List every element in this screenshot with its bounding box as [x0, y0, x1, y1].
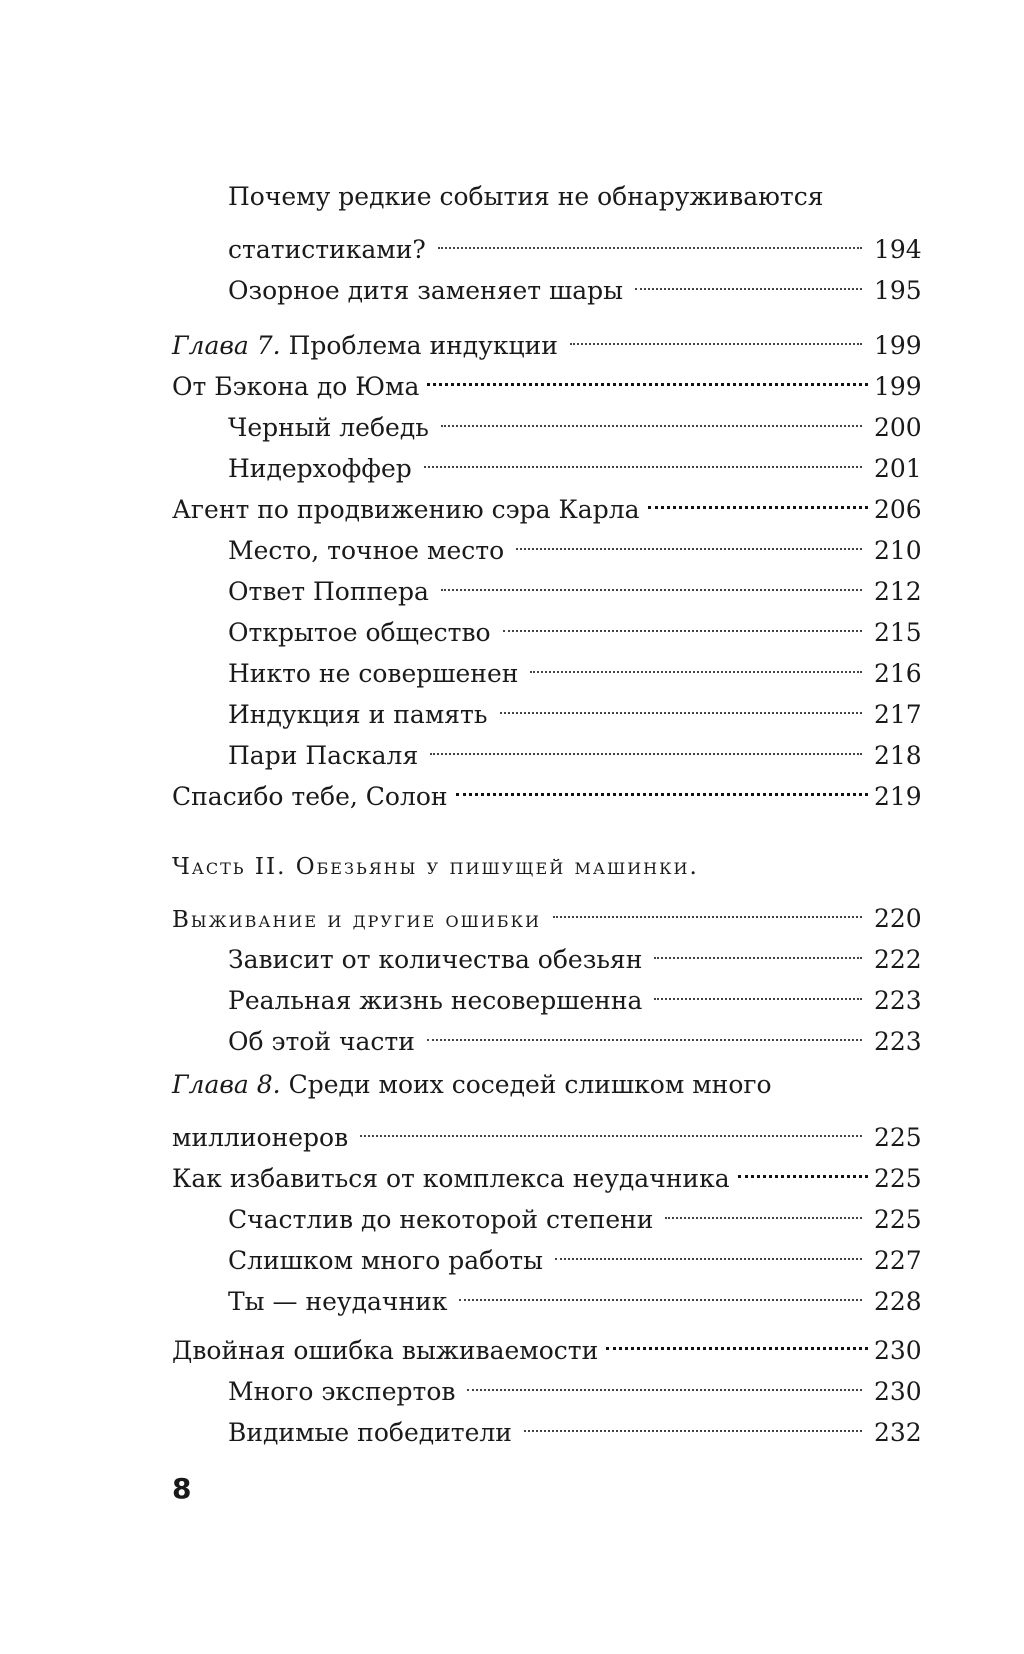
chapter-label: Глава 8. [172, 1070, 281, 1099]
leader-dots [654, 968, 862, 1009]
toc-entry-title: Счастлив до некоторой степени [228, 1205, 654, 1234]
toc-page-number: 212 [874, 577, 922, 606]
toc-entry-title: Зависит от количества обезьян [228, 945, 643, 974]
toc-part-2 [172, 845, 918, 886]
leader-dots [427, 354, 868, 395]
toc-page-number: 225 [874, 1164, 922, 1193]
leader-dots [738, 1146, 868, 1187]
toc-chapter-8 [172, 1064, 918, 1105]
leader-dots [424, 436, 862, 477]
leader-dots [438, 217, 862, 258]
toc-section-title: Как избавиться от комплекса неудачника [172, 1164, 730, 1193]
leader-dots [654, 927, 862, 968]
toc-entry-title: Ты — неудачник [228, 1287, 448, 1316]
leader-dots [441, 559, 862, 600]
chapter-name: Среди моих соседей слишком много [288, 1070, 772, 1099]
toc-entry-title: Почему редкие события не обнаруживаются [228, 182, 824, 211]
leader-dots [459, 1269, 862, 1310]
leader-dots [665, 1187, 862, 1228]
leader-dots [524, 1400, 862, 1441]
toc-page-number: 199 [874, 372, 922, 401]
toc-page-number: 210 [874, 536, 922, 565]
toc-entry-title: статистиками? [228, 235, 426, 264]
toc-page-number: 201 [874, 454, 922, 483]
toc-page-number: 195 [874, 276, 922, 305]
toc-page-number: 194 [874, 235, 922, 264]
chapter-label: Глава 7. [172, 331, 281, 360]
toc-entry-title: Об этой части [228, 1027, 415, 1056]
toc-part-title: Часть II. Обезьяны у пишущей машинки. [172, 854, 699, 880]
toc-page-number: 227 [874, 1246, 922, 1275]
toc-entry-title: Индукция и память [228, 700, 488, 729]
toc-entry-title: Ответ Поппера [228, 577, 429, 606]
toc-page-number: 219 [874, 782, 922, 811]
toc-entry-title: Пари Паскаля [228, 741, 419, 770]
leader-dots [360, 1105, 862, 1146]
toc-page-number: 206 [874, 495, 922, 524]
leader-dots [635, 258, 862, 299]
leader-dots [553, 886, 862, 927]
toc-section-title: Агент по продвижению сэра Карла [172, 495, 640, 524]
toc-entry-title: Открытое общество [228, 618, 491, 647]
toc-entry-title: Место, точное место [228, 536, 505, 565]
leader-dots [606, 1318, 868, 1359]
leader-dots [648, 477, 868, 518]
toc-page-number: 200 [874, 413, 922, 442]
toc-section-title: Спасибо тебе, Солон [172, 782, 448, 811]
leader-dots [500, 682, 863, 723]
leader-dots [570, 313, 862, 354]
toc-part-2-cont [172, 886, 922, 933]
leader-dots [467, 1359, 862, 1400]
leader-dots [555, 1228, 862, 1269]
toc-section-title: Двойная ошибка выживаемости [172, 1336, 599, 1365]
toc-chapter-title [172, 1070, 772, 1099]
leader-dots [503, 600, 862, 641]
toc-entry-title: Озорное дитя заменяет шары [228, 276, 624, 305]
toc-page-number: 225 [874, 1123, 922, 1152]
toc-entry-title: Нидерхоффер [228, 454, 412, 483]
leader-dots [530, 641, 862, 682]
toc-part-title: Выживание и другие ошибки [172, 907, 541, 933]
leader-dots [456, 764, 868, 805]
toc-page-number: 225 [874, 1205, 922, 1234]
table-of-contents [172, 176, 922, 1447]
toc-page-number: 232 [874, 1418, 922, 1447]
leader-dots [516, 518, 862, 559]
chapter-name: Проблема индукции [288, 331, 558, 360]
toc-entry-title: Слишком много работы [228, 1246, 543, 1275]
toc-page-number: 223 [874, 986, 922, 1015]
toc-chapter-7 [172, 313, 922, 360]
toc-page-number: 223 [874, 1027, 922, 1056]
toc-page-number: 215 [874, 618, 922, 647]
toc-section-title: От Бэкона до Юма [172, 372, 420, 401]
toc-entry-title: Много экспертов [228, 1377, 456, 1406]
leader-dots [430, 723, 862, 764]
toc-entry-rare-events [172, 176, 918, 217]
toc-page-number: 217 [874, 700, 922, 729]
chapter-name: миллионеров [172, 1123, 349, 1152]
toc-page-number: 216 [874, 659, 922, 688]
toc-chapter-8-cont [172, 1105, 922, 1152]
toc-page-number: 218 [874, 741, 922, 770]
leader-dots [427, 1009, 862, 1050]
toc-page-number: 199 [874, 331, 922, 360]
toc-page-number: 230 [874, 1377, 922, 1406]
toc-entry-title: Никто не совершенен [228, 659, 519, 688]
toc-page-number: 222 [874, 945, 922, 974]
toc-entry-title: Видимые победители [228, 1418, 512, 1447]
leader-dots [441, 395, 862, 436]
page-number: 8 [172, 1472, 192, 1505]
toc-page-number: 230 [874, 1336, 922, 1365]
toc-entry-title: Черный лебедь [228, 413, 429, 442]
toc-section [172, 1318, 922, 1365]
toc-page-number: 228 [874, 1287, 922, 1316]
toc-entry-title: Реальная жизнь несовершенна [228, 986, 643, 1015]
toc-page-number: 220 [874, 904, 922, 933]
toc-entry-rare-events-cont [172, 217, 922, 264]
